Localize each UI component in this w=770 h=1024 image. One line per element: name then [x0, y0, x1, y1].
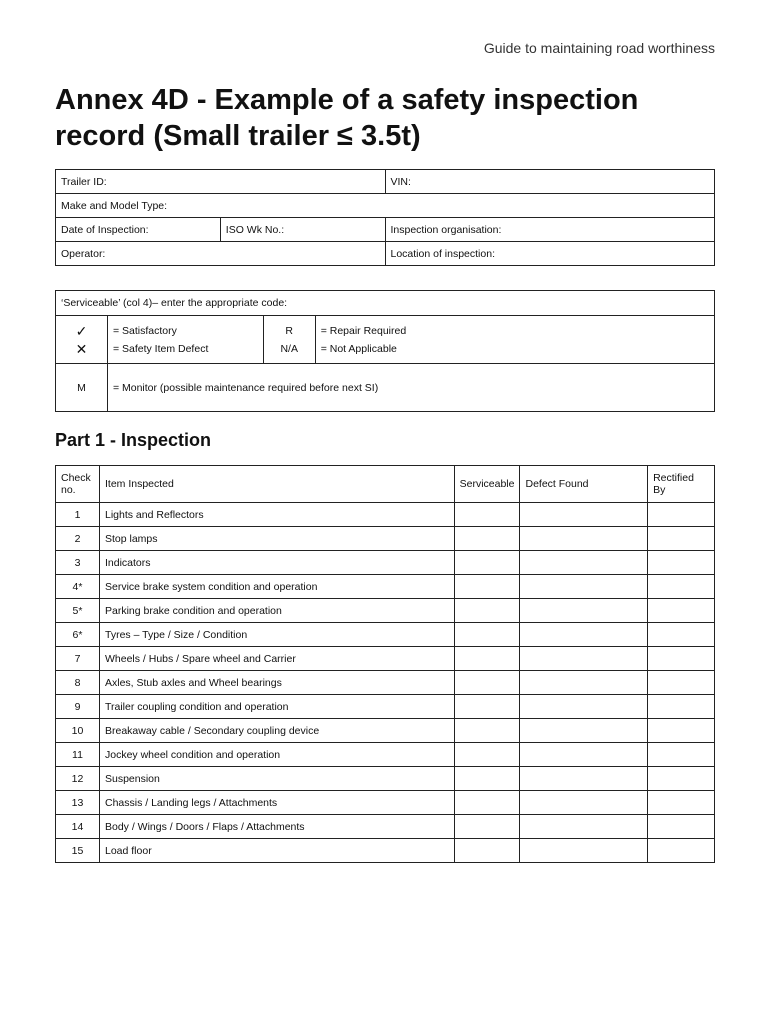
- operator-field[interactable]: Operator:: [56, 242, 386, 266]
- defect-found-cell[interactable]: [520, 719, 648, 743]
- table-row: [56, 839, 715, 863]
- rectified-by-cell[interactable]: [648, 671, 715, 695]
- item-inspected: Suspension: [99, 767, 454, 791]
- item-inspected: Wheels / Hubs / Spare wheel and Carrier: [99, 647, 454, 671]
- table-row: [56, 575, 715, 599]
- serviceable-cell[interactable]: [454, 695, 520, 719]
- check-number: 11: [56, 743, 100, 767]
- table-row: [56, 623, 715, 647]
- check-number: 12: [56, 767, 100, 791]
- item-inspected: Body / Wings / Doors / Flaps / Attachments: [99, 815, 454, 839]
- serviceable-cell[interactable]: [454, 623, 520, 647]
- check-number: 9: [56, 695, 100, 719]
- cross-icon: ✕: [75, 340, 88, 357]
- part-1-heading: Part 1 - Inspection: [55, 430, 212, 450]
- item-inspected: Indicators: [99, 551, 454, 575]
- check-number: 14: [56, 815, 100, 839]
- check-number: 6*: [56, 623, 100, 647]
- table-row: [56, 767, 715, 791]
- serviceable-header: Serviceable: [454, 466, 520, 503]
- rectified-by-cell[interactable]: [648, 839, 715, 863]
- defect-found-cell[interactable]: [520, 815, 648, 839]
- item-inspected: Breakaway cable / Secondary coupling device: [99, 719, 454, 743]
- defect-found-cell[interactable]: [520, 695, 648, 719]
- inspection-organisation-field[interactable]: Inspection organisation:: [385, 218, 715, 242]
- rectified-by-cell[interactable]: [648, 743, 715, 767]
- item-inspected: Lights and Reflectors: [99, 503, 454, 527]
- inspection-table: [55, 465, 715, 863]
- serviceable-cell[interactable]: [454, 815, 520, 839]
- item-inspected-header: Item Inspected: [99, 466, 454, 503]
- item-inspected: Parking brake condition and operation: [99, 599, 454, 623]
- serviceable-cell[interactable]: [454, 839, 520, 863]
- check-number: 7: [56, 647, 100, 671]
- defect-found-cell[interactable]: [520, 599, 648, 623]
- serviceable-cell[interactable]: [454, 527, 520, 551]
- inspection-header-row: [56, 466, 715, 503]
- iso-week-field[interactable]: ISO Wk No.:: [220, 218, 385, 242]
- satisfactory-label: = Satisfactory: [112, 324, 177, 337]
- serviceable-code-legend: [55, 290, 715, 412]
- safety-defect-label: = Safety Item Defect: [112, 342, 209, 355]
- rectified-by-cell[interactable]: [648, 695, 715, 719]
- defect-found-cell[interactable]: [520, 671, 648, 695]
- table-row: [56, 695, 715, 719]
- rectified-by-cell[interactable]: [648, 791, 715, 815]
- check-number: 8: [56, 671, 100, 695]
- code-legend-heading: ‘Serviceable’ (col 4)– enter the appropriate code:: [56, 291, 715, 316]
- check-number: 5*: [56, 599, 100, 623]
- rectified-by-cell[interactable]: [648, 503, 715, 527]
- defect-found-header: Defect Found: [520, 466, 648, 503]
- defect-found-cell[interactable]: [520, 527, 648, 551]
- table-row: [56, 647, 715, 671]
- code-r: R: [285, 324, 294, 337]
- table-row: [56, 599, 715, 623]
- serviceable-cell[interactable]: [454, 671, 520, 695]
- running-header: Guide to maintaining road worthiness: [483, 40, 715, 56]
- trailer-id-field[interactable]: Trailer ID:: [56, 170, 386, 194]
- serviceable-cell[interactable]: [454, 719, 520, 743]
- serviceable-cell[interactable]: [454, 503, 520, 527]
- defect-found-cell[interactable]: [520, 767, 648, 791]
- check-no-header: Check no.: [56, 466, 100, 503]
- item-inspected: Axles, Stub axles and Wheel bearings: [99, 671, 454, 695]
- make-model-field[interactable]: Make and Model Type:: [56, 194, 715, 218]
- defect-found-cell[interactable]: [520, 551, 648, 575]
- rectified-by-cell[interactable]: [648, 767, 715, 791]
- not-applicable-label: = Not Applicable: [320, 342, 397, 355]
- rectified-by-cell[interactable]: [648, 815, 715, 839]
- location-of-inspection-field[interactable]: Location of inspection:: [385, 242, 715, 266]
- defect-found-cell[interactable]: [520, 575, 648, 599]
- serviceable-cell[interactable]: [454, 791, 520, 815]
- serviceable-cell[interactable]: [454, 743, 520, 767]
- table-row: [56, 671, 715, 695]
- serviceable-cell[interactable]: [454, 647, 520, 671]
- identification-table: [55, 169, 715, 266]
- defect-found-cell[interactable]: [520, 839, 648, 863]
- item-inspected: Load floor: [99, 839, 454, 863]
- rectified-by-cell[interactable]: [648, 575, 715, 599]
- item-inspected: Trailer coupling condition and operation: [99, 695, 454, 719]
- check-number: 15: [56, 839, 100, 863]
- vin-field[interactable]: VIN:: [385, 170, 715, 194]
- table-row: [56, 719, 715, 743]
- rectified-by-cell[interactable]: [648, 719, 715, 743]
- tick-icon: ✓: [75, 322, 88, 339]
- repair-required-label: = Repair Required: [320, 324, 407, 337]
- serviceable-cell[interactable]: [454, 599, 520, 623]
- table-row: [56, 815, 715, 839]
- table-row: [56, 743, 715, 767]
- defect-found-cell[interactable]: [520, 743, 648, 767]
- check-number: 13: [56, 791, 100, 815]
- item-inspected: Tyres – Type / Size / Condition: [99, 623, 454, 647]
- rectified-by-cell[interactable]: [648, 599, 715, 623]
- table-row: [56, 503, 715, 527]
- page-title: Annex 4D - Example of a safety inspection record (Small trailer ≤ 3.5t): [55, 84, 639, 152]
- serviceable-cell[interactable]: [454, 575, 520, 599]
- defect-found-cell[interactable]: [520, 503, 648, 527]
- serviceable-cell[interactable]: [454, 551, 520, 575]
- rectified-by-cell[interactable]: [648, 647, 715, 671]
- rectified-by-cell[interactable]: [648, 527, 715, 551]
- check-number: 10: [56, 719, 100, 743]
- table-row: [56, 791, 715, 815]
- item-inspected: Service brake system condition and operation: [99, 575, 454, 599]
- item-inspected: Chassis / Landing legs / Attachments: [99, 791, 454, 815]
- serviceable-cell[interactable]: [454, 767, 520, 791]
- rectified-by-cell[interactable]: [648, 623, 715, 647]
- table-row: [56, 527, 715, 551]
- rectified-by-header: Rectified By: [648, 466, 715, 503]
- item-inspected: Jockey wheel condition and operation: [99, 743, 454, 767]
- monitor-label: = Monitor (possible maintenance required before next SI): [107, 364, 714, 412]
- defect-found-cell[interactable]: [520, 623, 648, 647]
- check-number: 2: [56, 527, 100, 551]
- table-row: [56, 551, 715, 575]
- check-number: 1: [56, 503, 100, 527]
- code-na: N/A: [280, 342, 298, 355]
- code-m: M: [56, 364, 108, 412]
- defect-found-cell[interactable]: [520, 791, 648, 815]
- check-number: 3: [56, 551, 100, 575]
- item-inspected: Stop lamps: [99, 527, 454, 551]
- rectified-by-cell[interactable]: [648, 551, 715, 575]
- date-of-inspection-field[interactable]: Date of Inspection:: [56, 218, 221, 242]
- check-number: 4*: [56, 575, 100, 599]
- defect-found-cell[interactable]: [520, 647, 648, 671]
